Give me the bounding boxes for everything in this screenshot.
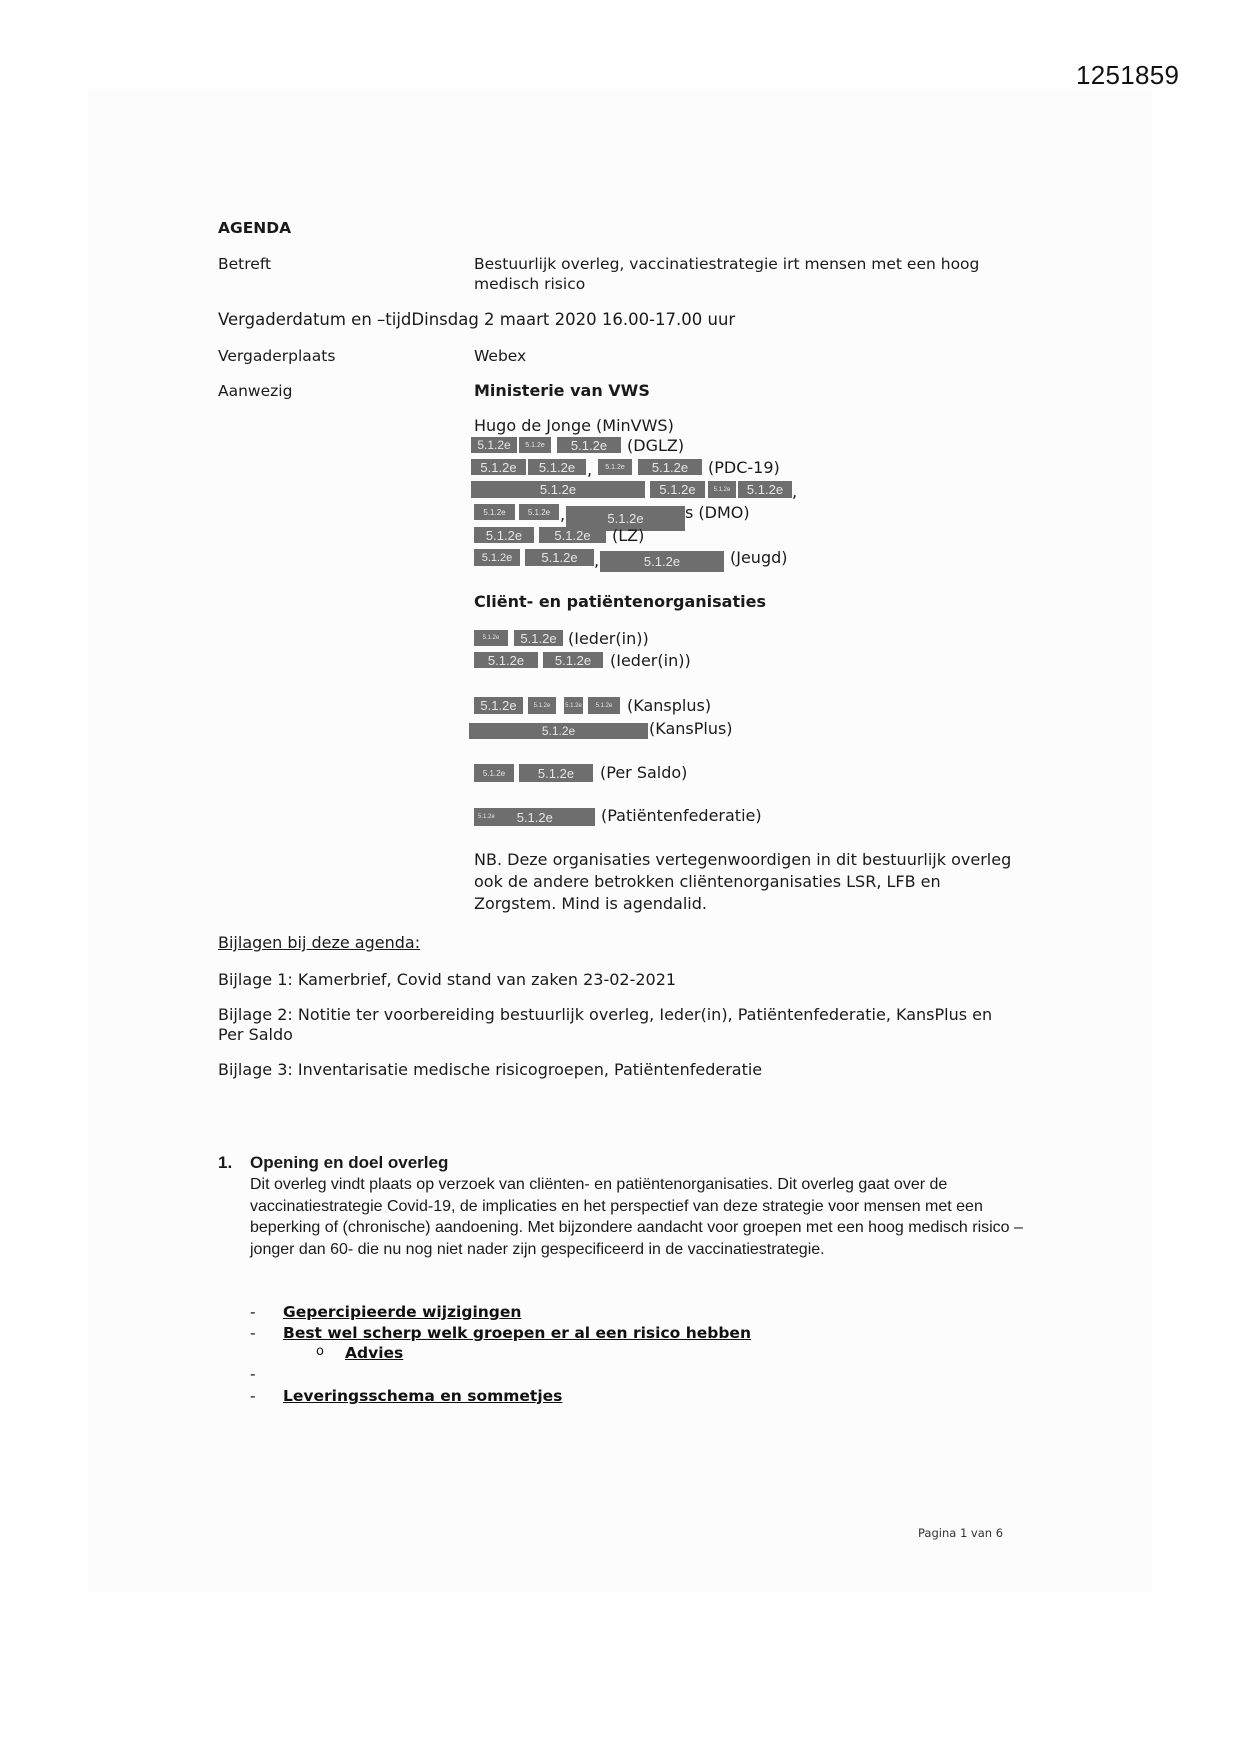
comma: ,	[594, 551, 600, 570]
redaction-box: 5.1.2e	[474, 630, 508, 646]
bullet-marker: -	[250, 1387, 256, 1405]
attendee-suffix-dglz: (DGLZ)	[627, 436, 685, 455]
section-title: Opening en doel overleg	[250, 1153, 449, 1172]
attendee-suffix-lz: (LZ)	[612, 526, 645, 545]
org-iederin-1: (Ieder(in))	[568, 629, 649, 648]
redaction-box: 5.1.2e	[474, 504, 515, 520]
redaction-box: 5.1.2e	[557, 437, 621, 453]
redaction-box: 5.1.2e	[474, 549, 520, 566]
comma: ,	[560, 505, 566, 524]
section-body: Dit overleg vindt plaats op verzoek van cliënten- en patiëntenorganisaties. Dit overleg gaat over de vaccinatiestrategie Covid-19, de implicaties en het perspectief van deze strategie voor mensen met een beperking of (chronische) aandoening. Met bijzondere aandacht voor groepen met een hoog medisch risico –jonger dan 60- die nu nog niet nader zijn gespecificeerd in de vaccinatiestrategie.	[250, 1176, 1023, 1258]
aanwezig-label: Aanwezig	[218, 382, 293, 400]
org-iederin-2: (Ieder(in))	[610, 651, 691, 670]
redaction-box: 5.1.2e	[471, 437, 517, 453]
redaction-box: 5.1.2e	[600, 551, 724, 572]
document-id: 1251859	[1076, 60, 1180, 90]
vergaderplaats-value: Webex	[474, 347, 527, 365]
nb-line2: ook de andere betrokken cliëntenorganisaties LSR, LFB en	[474, 872, 941, 891]
bullet-marker: -	[250, 1324, 256, 1342]
redaction-box: 5.1.2e	[519, 437, 551, 453]
redaction-box: 5.1.2e	[471, 481, 645, 498]
redaction-box: 5.1.2e	[588, 697, 620, 714]
redaction-box: 5.1.2e	[566, 506, 685, 531]
redaction-box: 5.1.2e	[474, 527, 534, 543]
attachments-heading: Bijlagen bij deze agenda:	[218, 933, 421, 952]
redaction-box: 5.1.2e	[543, 652, 603, 668]
vergaderplaats-label: Vergaderplaats	[218, 347, 336, 365]
attendee-suffix-pdc19: (PDC-19)	[708, 458, 780, 477]
bullet-item: Leveringsschema en sommetjes	[283, 1387, 563, 1405]
bullet-item: Best wel scherp welk groepen er al een risico hebben	[283, 1324, 751, 1342]
org-kansplus-2: (KansPlus)	[649, 719, 733, 738]
redaction-box: 5.1.2e	[638, 459, 702, 475]
agenda-title: AGENDA	[218, 219, 292, 237]
attachment-2[interactable]: Bijlage 2: Notitie ter voorbereiding bestuurlijk overleg, Ieder(in), Patiëntenfederatie, KansPlus en	[218, 1005, 993, 1024]
redaction-box: 5.1.2e 5.1.2e	[474, 808, 595, 826]
org-kansplus-1: (Kansplus)	[627, 696, 712, 715]
redaction-box: 5.1.2e	[528, 459, 586, 475]
redaction-box: 5.1.2e	[564, 697, 583, 714]
vergaderdatum-label: Vergaderdatum en –tijdDinsdag 2 maart 2020 16.00-17.00 uur	[218, 310, 736, 329]
redaction-box: 5.1.2e	[474, 697, 523, 714]
redaction-box: 5.1.2e	[519, 764, 593, 782]
redaction-box: 5.1.2e	[474, 652, 538, 668]
bullet-item: Gepercipieerde wijzigingen	[283, 1303, 522, 1321]
attendee-hugo-de-jonge: Hugo de Jonge (MinVWS)	[474, 416, 674, 435]
redaction-box: 5.1.2e	[598, 459, 632, 475]
redaction-box: 5.1.2e	[650, 481, 705, 498]
betreft-value-line1: Bestuurlijk overleg, vaccinatiestrategie irt mensen met een hoog	[474, 255, 980, 273]
redaction-box: 5.1.2e	[528, 697, 556, 714]
attachment-1[interactable]: Bijlage 1: Kamerbrief, Covid stand van zaken 23-02-2021	[218, 970, 677, 989]
comma: ,	[587, 460, 593, 479]
bullet-marker: -	[250, 1365, 256, 1383]
nb-line1: NB. Deze organisaties vertegenwoordigen in dit bestuurlijk overleg	[474, 850, 1012, 869]
redaction-box: 5.1.2e	[514, 630, 563, 646]
section-number: 1.	[218, 1153, 233, 1172]
nb-line3: Zorgstem. Mind is agendalid.	[474, 894, 707, 913]
org-patientenfederatie: (Patiëntenfederatie)	[601, 806, 762, 825]
bullet-marker: -	[250, 1303, 256, 1321]
redaction-box: 5.1.2e	[471, 459, 526, 475]
redaction-box: 5.1.2e	[474, 764, 514, 782]
sub-bullet-item: Advies	[345, 1344, 404, 1362]
betreft-value-line2: medisch risico	[474, 275, 586, 293]
ministry-heading: Ministerie van VWS	[474, 381, 650, 400]
betreft-label: Betreft	[218, 255, 272, 273]
sub-bullet-marker: o	[316, 1344, 324, 1359]
redaction-box: 5.1.2e	[708, 481, 736, 498]
attachment-3[interactable]: Bijlage 3: Inventarisatie medische risicogroepen, Patiëntenfederatie	[218, 1060, 763, 1079]
redaction-box: 5.1.2e	[738, 481, 792, 498]
page-number: Pagina 1 van 6	[918, 1526, 1004, 1540]
org-persaldo: (Per Saldo)	[600, 763, 688, 782]
redaction-box: 5.1.2e	[519, 504, 559, 520]
redaction-box: 5.1.2e	[469, 723, 648, 739]
attachment-2-cont: Per Saldo	[218, 1025, 293, 1044]
attendee-suffix-dmo: s (DMO)	[685, 503, 750, 522]
redaction-box: 5.1.2e	[539, 527, 606, 543]
redaction-box: 5.1.2e	[525, 549, 594, 566]
comma: ,	[792, 482, 798, 501]
attendee-suffix-jeugd: (Jeugd)	[730, 548, 788, 567]
client-orgs-heading: Cliënt- en patiëntenorganisaties	[474, 592, 766, 611]
